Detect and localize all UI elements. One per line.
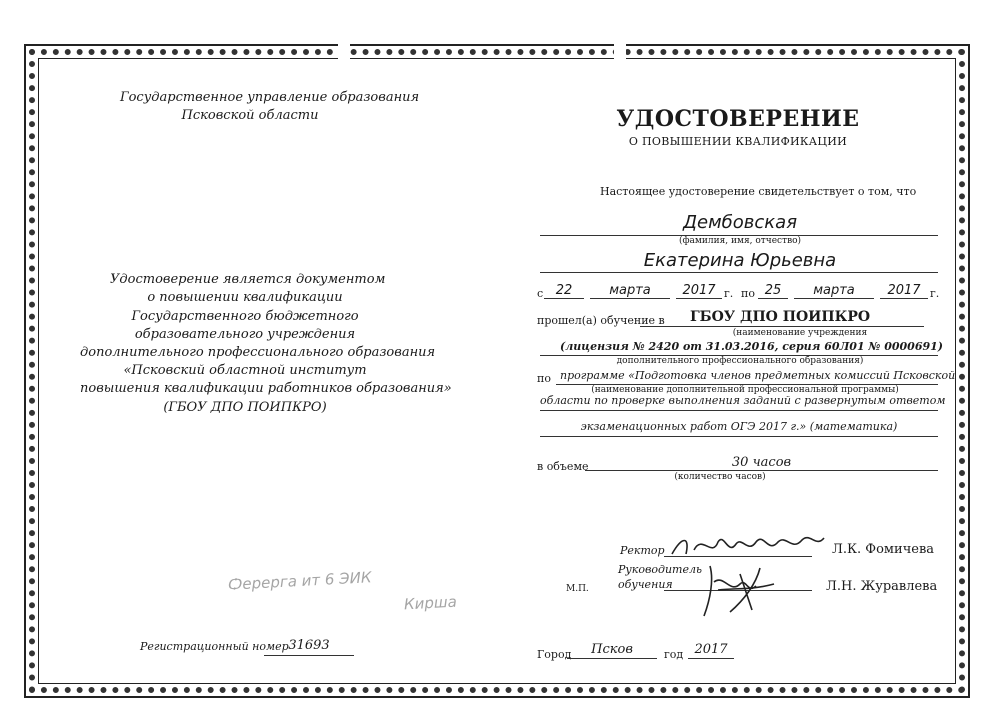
left-desc-2: о повышении квалификации xyxy=(147,290,343,305)
left-desc-6: «Псковский областной институт xyxy=(123,363,367,378)
date-from-prefix: с xyxy=(537,287,544,300)
date-from-year: 2017 xyxy=(682,283,716,298)
program-line-2: области по проверке выполнения заданий с развернутым ответом xyxy=(540,394,946,407)
program-line-3: экзаменационных работ ОГЭ 2017 г.» (математика) xyxy=(580,420,898,433)
left-desc-1: Удостоверение является документом xyxy=(110,272,386,287)
date-to-month: марта xyxy=(813,283,855,298)
year-label: год xyxy=(664,648,684,661)
certificate-subtitle: О ПОВЫШЕНИИ КВАЛИФИКАЦИИ xyxy=(628,135,848,148)
rector-label: Ректор xyxy=(620,544,665,557)
left-desc-5: дополнительного профессионального образования xyxy=(80,345,436,360)
left-desc-4: образовательного учреждения xyxy=(134,327,356,342)
trained-label: прошел(а) обучение в xyxy=(537,314,665,327)
institution-caption: (наименование учреждения xyxy=(732,328,868,338)
city-value: Псков xyxy=(591,642,633,657)
given-names: Екатерина Юрьевна xyxy=(643,250,837,271)
year-value: 2017 xyxy=(694,642,728,657)
surname: Дембовская xyxy=(682,212,798,233)
date-to-year-abbr: г. xyxy=(930,287,940,300)
institution-name: ГБОУ ДПО ПОИПКРО xyxy=(689,309,871,325)
issuing-authority: Государственное управление образования xyxy=(120,90,420,105)
date-to-day: 25 xyxy=(764,283,782,298)
registration-number: 31693 xyxy=(288,638,330,653)
volume-label: в объеме xyxy=(537,460,589,473)
head-name: Л.Н. Журавлева xyxy=(826,579,938,594)
city-label: Город xyxy=(537,648,572,661)
rector-signature xyxy=(668,528,828,562)
registration-label: Регистрационный номер xyxy=(140,640,289,653)
program-line-1: программе «Подготовка членов предметных комиссий Псковской xyxy=(560,369,956,382)
date-from-day: 22 xyxy=(555,283,573,298)
institution-license: (лицензия № 2420 от 31.03.2016, серия 60Л01 № 0000691) xyxy=(560,340,944,353)
left-desc-7: повышения квалификации работников образования» xyxy=(80,381,452,396)
rector-name: Л.К. Фомичева xyxy=(832,542,935,557)
date-from-year-abbr: г. xyxy=(724,287,734,300)
fio-caption: (фамилия, имя, отчество) xyxy=(678,236,802,246)
program-caption: (наименование дополнительной профессиональной программы) xyxy=(591,385,899,395)
certifies-text: Настоящее удостоверение свидетельствует о том, что xyxy=(600,185,917,198)
left-desc-8: (ГБОУ ДПО ПОИПКРО) xyxy=(163,400,327,415)
certificate-title: УДОСТОВЕРЕНИЕ xyxy=(616,106,860,132)
issuing-region: Псковской области xyxy=(181,108,319,123)
date-to-prefix: по xyxy=(741,287,755,300)
volume-caption: (количество часов) xyxy=(674,472,766,482)
program-prefix: по xyxy=(537,372,551,385)
pencil-note-1: Ѻерерга ит 6 ЭИК xyxy=(227,568,372,594)
seal-label: М.П. xyxy=(566,584,589,594)
head-signature xyxy=(700,560,780,620)
head-label-line-1: Руководитель xyxy=(618,563,702,576)
left-desc-3: Государственного бюджетного xyxy=(131,309,359,324)
head-label-line-2: обучения xyxy=(618,578,673,591)
volume-value: 30 часов xyxy=(731,455,792,470)
date-from-month: марта xyxy=(609,283,651,298)
pencil-note-2: Кирша xyxy=(403,592,458,614)
institution-caption-2: дополнительного профессионального образования) xyxy=(616,356,864,366)
date-to-year: 2017 xyxy=(887,283,921,298)
